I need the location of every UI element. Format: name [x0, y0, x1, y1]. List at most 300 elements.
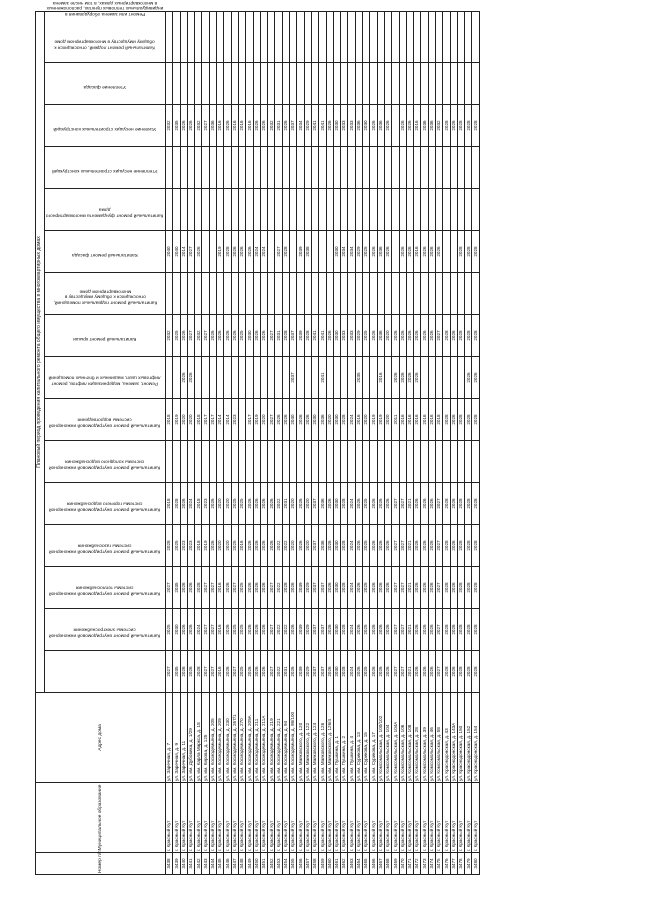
row-year-cell	[246, 273, 253, 315]
row-year-cell: 2024	[348, 609, 355, 651]
row-year-cell: 2027	[187, 231, 194, 273]
row-year-cell	[246, 63, 253, 105]
row-year-cell: 2026	[260, 651, 267, 693]
row-year-cell	[326, 357, 333, 399]
row-year-cell: 2028	[457, 399, 464, 441]
row-year-cell: 2036	[428, 105, 435, 147]
row-year-cell	[238, 147, 245, 189]
row-year-cell: 2026	[450, 315, 457, 357]
row-year-cell: 2026	[370, 609, 377, 651]
row-year-cell: 2026	[268, 483, 275, 525]
row-year-cell: 2027	[202, 651, 209, 693]
row-year-cell	[224, 441, 231, 483]
header-work-type-label: Усиление несущих строительных конструкций	[53, 125, 157, 131]
row-year-cell	[268, 63, 275, 105]
row-year-cell: 2016	[421, 399, 428, 441]
table-row	[297, 11, 304, 874]
row-year-cell: 2039	[297, 231, 304, 273]
row-year-cell	[377, 63, 384, 105]
row-year-cell: 2026	[428, 609, 435, 651]
row-address: ул. Комсомольская, д. 58	[435, 693, 442, 783]
row-year-cell: 2026	[326, 651, 333, 693]
row-address: ул. им. Космодемьяна, д. 211А	[260, 693, 267, 783]
row-year-cell: 2037	[311, 525, 318, 567]
table-row	[311, 11, 318, 874]
row-year-cell	[260, 63, 267, 105]
row-year-cell	[282, 63, 289, 105]
header-address: Адрес дома	[36, 693, 166, 783]
row-year-cell	[304, 357, 311, 399]
row-year-cell: 2026	[435, 231, 442, 273]
row-year-cell	[260, 189, 267, 231]
row-year-cell	[268, 441, 275, 483]
row-year-cell: 2028	[341, 483, 348, 525]
row-year-cell	[384, 189, 391, 231]
row-year-cell	[370, 441, 377, 483]
row-municipality: г. Красный Кут	[166, 783, 173, 853]
row-year-cell: 2037	[290, 105, 297, 147]
row-year-cell	[209, 63, 216, 105]
row-year-cell	[304, 63, 311, 105]
row-municipality: г. Красный Кут	[443, 783, 450, 853]
row-municipality: г. Красный Кут	[377, 783, 384, 853]
row-year-cell: 2030	[333, 105, 340, 147]
row-address: ул. им. Сурикова, д. 13	[355, 693, 362, 783]
row-year-cell: 2026	[414, 525, 421, 567]
row-year-cell: 2028	[472, 525, 479, 567]
row-year-cell	[246, 189, 253, 231]
row-municipality: г. Красный Кут	[457, 783, 464, 853]
row-number: 3468	[384, 853, 391, 875]
row-year-cell: 2026	[428, 567, 435, 609]
row-year-cell	[443, 147, 450, 189]
row-year-cell	[450, 231, 457, 273]
row-year-cell: 2027	[268, 651, 275, 693]
row-year-cell: 2026	[450, 651, 457, 693]
table-row	[238, 11, 245, 874]
row-number: 3450	[253, 853, 260, 875]
row-year-cell	[304, 147, 311, 189]
row-year-cell	[435, 63, 442, 105]
row-year-cell	[341, 147, 348, 189]
row-year-cell	[341, 441, 348, 483]
table-row	[392, 11, 399, 874]
table-row	[333, 11, 340, 874]
row-year-cell	[253, 273, 260, 315]
row-year-cell: 2026	[377, 483, 384, 525]
row-year-cell: 2026	[253, 525, 260, 567]
table-row	[428, 11, 435, 874]
row-year-cell	[166, 441, 173, 483]
row-year-cell	[268, 357, 275, 399]
row-year-cell	[202, 63, 209, 105]
row-year-cell: 2016	[406, 399, 413, 441]
row-year-cell	[275, 11, 282, 62]
row-year-cell: 2028	[282, 315, 289, 357]
row-year-cell	[268, 11, 275, 62]
row-year-cell: 2020	[224, 483, 231, 525]
row-municipality: г. Красный Кут	[435, 783, 442, 853]
row-address: ул. им. Космодемьяна, д. 209	[217, 693, 224, 783]
row-year-cell: 2019	[377, 399, 384, 441]
row-year-cell	[377, 273, 384, 315]
row-municipality: г. Красный Кут	[472, 783, 479, 853]
row-year-cell: 2026	[260, 315, 267, 357]
row-year-cell: 2041	[319, 357, 326, 399]
header-work-type-label: Капитальный ремонт внутридомовой инженерной системы электроснабжения	[49, 627, 161, 638]
row-year-cell: 2039	[297, 609, 304, 651]
row-number: 3448	[238, 853, 245, 875]
row-year-cell	[348, 63, 355, 105]
row-address: ул. им. Маяковского, д. 124	[311, 693, 318, 783]
row-year-cell: 2016	[238, 525, 245, 567]
row-year-cell: 2026	[355, 651, 362, 693]
row-year-cell	[297, 63, 304, 105]
row-year-cell: 2033	[341, 315, 348, 357]
row-year-cell: 2030	[333, 231, 340, 273]
row-address: ул. им. Космодемьяна, д. 205	[209, 693, 216, 783]
row-year-cell: 2026	[180, 483, 187, 525]
row-year-cell: 2040	[166, 231, 173, 273]
row-address: ул. им. Маяковского, д. 122	[304, 693, 311, 783]
row-year-cell	[311, 11, 318, 62]
row-year-cell	[209, 441, 216, 483]
row-year-cell: 2026	[326, 105, 333, 147]
row-year-cell: 2018	[166, 399, 173, 441]
row-year-cell	[304, 441, 311, 483]
row-year-cell: 2026	[472, 357, 479, 399]
table-row	[224, 11, 231, 874]
row-year-cell: 2028	[465, 399, 472, 441]
row-year-cell: 2028	[195, 567, 202, 609]
row-year-cell: 2026	[384, 609, 391, 651]
table-row	[268, 11, 275, 874]
row-year-cell: 2020	[217, 525, 224, 567]
row-year-cell	[202, 189, 209, 231]
row-year-cell	[457, 189, 464, 231]
row-year-cell	[399, 273, 406, 315]
row-municipality: г. Красный Кут	[260, 783, 267, 853]
row-year-cell: 2026	[399, 315, 406, 357]
table-row	[435, 11, 442, 874]
row-year-cell	[406, 273, 413, 315]
row-year-cell: 2026	[384, 525, 391, 567]
row-year-cell: 2026	[326, 609, 333, 651]
row-year-cell: 2026	[377, 609, 384, 651]
row-year-cell: 2026	[392, 357, 399, 399]
row-year-cell	[311, 441, 318, 483]
row-number: 3461	[333, 853, 340, 875]
row-year-cell: 2041	[311, 315, 318, 357]
header-work-type-label: Капитальный ремонт внутридомовой инженерной системы горячего водоснабжения	[49, 501, 161, 512]
row-number: 3462	[341, 853, 348, 875]
row-year-cell: 2037	[311, 567, 318, 609]
row-year-cell: 2029	[304, 105, 311, 147]
row-year-cell: 2026	[450, 567, 457, 609]
table-row	[282, 11, 289, 874]
row-year-cell: 2026	[370, 567, 377, 609]
row-address: ул. им. Маяковского, д. 120	[297, 693, 304, 783]
row-year-cell: 2017	[202, 399, 209, 441]
row-year-cell: 2027	[435, 567, 442, 609]
row-year-cell: 2026	[187, 651, 194, 693]
row-year-cell	[195, 273, 202, 315]
table-row	[450, 11, 457, 874]
row-number: 3440	[180, 853, 187, 875]
row-year-cell: 2030	[333, 609, 340, 651]
row-year-cell: 2036	[319, 399, 326, 441]
row-year-cell: 2028	[457, 315, 464, 357]
table-row	[348, 11, 355, 874]
table-row	[304, 11, 311, 874]
row-year-cell: 2016	[217, 105, 224, 147]
row-year-cell: 2026	[450, 399, 457, 441]
row-year-cell: 2027	[435, 315, 442, 357]
row-year-cell	[202, 231, 209, 273]
row-year-cell	[326, 441, 333, 483]
row-address: ул. им. Кирова, д. 125	[202, 693, 209, 783]
row-year-cell	[319, 231, 326, 273]
row-year-cell: 2026	[282, 105, 289, 147]
row-year-cell	[443, 273, 450, 315]
row-year-cell: 2016	[246, 105, 253, 147]
row-year-cell: 2019	[253, 399, 260, 441]
row-year-cell: 2025	[231, 609, 238, 651]
row-year-cell: 2028	[472, 651, 479, 693]
row-year-cell	[260, 273, 267, 315]
row-year-cell: 2026	[421, 231, 428, 273]
row-year-cell: 2026	[209, 525, 216, 567]
row-year-cell	[217, 63, 224, 105]
row-year-cell	[450, 147, 457, 189]
row-address: ул. им. Космодемьяна, д. 221	[275, 693, 282, 783]
row-year-cell: 2026	[370, 525, 377, 567]
row-year-cell	[363, 441, 370, 483]
row-year-cell	[209, 357, 216, 399]
row-year-cell	[341, 63, 348, 105]
table-row	[384, 11, 391, 874]
row-year-cell: 2028	[472, 567, 479, 609]
row-year-cell: 2026	[326, 483, 333, 525]
row-year-cell	[333, 11, 340, 62]
row-year-cell: 2027	[209, 609, 216, 651]
row-number: 3474	[428, 853, 435, 875]
row-year-cell	[187, 11, 194, 62]
row-year-cell	[348, 441, 355, 483]
row-year-cell: 2023	[231, 399, 238, 441]
row-year-cell	[173, 441, 180, 483]
row-year-cell	[180, 189, 187, 231]
row-year-cell	[290, 189, 297, 231]
row-number: 3479	[465, 853, 472, 875]
row-year-cell: 2025	[363, 651, 370, 693]
row-number: 3452	[268, 853, 275, 875]
row-year-cell	[173, 357, 180, 399]
row-year-cell: 2027	[392, 525, 399, 567]
row-address: ул. им. Дубовика, д. 1/29	[187, 693, 194, 783]
row-year-cell	[304, 189, 311, 231]
row-year-cell	[355, 11, 362, 62]
row-year-cell: 2026	[187, 357, 194, 399]
row-year-cell	[472, 147, 479, 189]
row-year-cell	[435, 11, 442, 62]
row-year-cell: 2037	[319, 651, 326, 693]
row-year-cell: 2026	[217, 315, 224, 357]
row-year-cell: 2027	[202, 315, 209, 357]
row-municipality: г. Красный Кут	[238, 783, 245, 853]
row-year-cell: 2026	[253, 567, 260, 609]
table-row	[187, 11, 194, 874]
row-year-cell: 2019	[217, 231, 224, 273]
row-year-cell: 2037	[290, 357, 297, 399]
row-year-cell: 2026	[224, 105, 231, 147]
row-number: 3456	[297, 853, 304, 875]
row-municipality: г. Красный Кут	[180, 783, 187, 853]
table-row	[217, 11, 224, 874]
row-year-cell: 2021	[406, 651, 413, 693]
row-year-cell	[406, 441, 413, 483]
row-year-cell: 2030	[246, 315, 253, 357]
header-work-type-label: Капитальный ремонт лоджий, относящихся к общему имуществу в многоквартирном доме	[54, 39, 156, 50]
row-year-cell: 2026	[246, 567, 253, 609]
row-year-cell: 2029	[304, 567, 311, 609]
row-year-cell	[392, 273, 399, 315]
row-year-cell: 2032	[195, 315, 202, 357]
row-year-cell: 2026	[370, 483, 377, 525]
row-year-cell: 2026	[231, 231, 238, 273]
row-year-cell	[253, 441, 260, 483]
row-year-cell	[311, 273, 318, 315]
row-year-cell	[392, 441, 399, 483]
row-year-cell: 2030	[333, 315, 340, 357]
row-municipality: г. Красный Кут	[363, 783, 370, 853]
row-year-cell	[370, 147, 377, 189]
row-year-cell	[472, 63, 479, 105]
row-year-cell	[195, 147, 202, 189]
row-year-cell: 2025	[166, 609, 173, 651]
header-work-type-label: Капитальный ремонт внутридомовой инженерной системы теплоснабжения	[49, 585, 161, 596]
row-year-cell	[472, 11, 479, 62]
row-year-cell: 2028	[341, 399, 348, 441]
row-year-cell: 2026	[224, 567, 231, 609]
row-year-cell: 2026	[406, 357, 413, 399]
row-year-cell	[282, 357, 289, 399]
header-work-type-label: Капитальный ремонт внутридомовой инженерной системы газоснабжения	[49, 543, 161, 554]
row-year-cell: 2026	[392, 315, 399, 357]
row-year-cell: 2025	[363, 315, 370, 357]
row-year-cell: 2028	[472, 609, 479, 651]
row-municipality: г. Красный Кут	[304, 783, 311, 853]
row-year-cell: 2041	[319, 315, 326, 357]
row-address: ул. им. Сурикова, д. 15	[363, 693, 370, 783]
row-municipality: г. Красный Кут	[209, 783, 216, 853]
row-municipality: г. Красный Кут	[355, 783, 362, 853]
row-year-cell	[231, 441, 238, 483]
row-year-cell: 2026	[180, 651, 187, 693]
row-year-cell	[180, 63, 187, 105]
row-address: ул. Комсомольская, д. 46	[428, 693, 435, 783]
row-year-cell	[187, 63, 194, 105]
row-year-cell: 2026	[450, 525, 457, 567]
row-year-cell: 2026	[450, 483, 457, 525]
row-year-cell	[435, 189, 442, 231]
row-year-cell: 2027	[268, 609, 275, 651]
row-year-cell: 2040	[290, 399, 297, 441]
row-address: ул. Заречная, д. 9	[173, 693, 180, 783]
row-year-cell: 2028	[457, 609, 464, 651]
row-year-cell: 2026	[377, 567, 384, 609]
row-year-cell	[363, 147, 370, 189]
row-year-cell	[377, 441, 384, 483]
row-year-cell: 2037	[319, 567, 326, 609]
row-year-cell	[450, 273, 457, 315]
row-year-cell: 2026	[377, 525, 384, 567]
row-year-cell: 2036	[355, 105, 362, 147]
row-year-cell	[392, 105, 399, 147]
row-municipality: г. Красный Кут	[341, 783, 348, 853]
row-year-cell	[465, 273, 472, 315]
row-year-cell	[406, 63, 413, 105]
row-year-cell: 2020	[304, 525, 311, 567]
row-year-cell	[253, 63, 260, 105]
row-year-cell	[392, 189, 399, 231]
row-year-cell: 2028	[465, 231, 472, 273]
row-year-cell: 2026	[384, 567, 391, 609]
row-address: ул. им. Маяковского, д. 126/4	[326, 693, 333, 783]
row-year-cell: 2026	[260, 609, 267, 651]
table-row	[457, 11, 464, 874]
row-year-cell	[297, 273, 304, 315]
row-year-cell	[472, 273, 479, 315]
row-year-cell	[297, 147, 304, 189]
row-year-cell: 2026	[275, 399, 282, 441]
row-year-cell: 2026	[428, 483, 435, 525]
row-year-cell	[231, 11, 238, 62]
row-address: ул. Краснодонская, д. 143А	[450, 693, 457, 783]
row-year-cell: 2026	[450, 609, 457, 651]
row-year-cell: 2036	[319, 483, 326, 525]
row-year-cell: 2020	[217, 483, 224, 525]
row-year-cell: 2027	[268, 399, 275, 441]
row-year-cell: 2027	[392, 609, 399, 651]
row-number: 3463	[348, 853, 355, 875]
row-year-cell	[166, 189, 173, 231]
row-year-cell: 2028	[472, 231, 479, 273]
row-year-cell: 2026	[326, 525, 333, 567]
row-year-cell	[231, 189, 238, 231]
header-work-type-label: Утепление фасада	[83, 83, 127, 89]
table-row	[195, 11, 202, 874]
row-number: 3464	[355, 853, 362, 875]
row-year-cell	[209, 189, 216, 231]
row-year-cell	[187, 441, 194, 483]
row-year-cell	[450, 63, 457, 105]
row-year-cell	[399, 147, 406, 189]
row-year-cell: 2027	[166, 651, 173, 693]
row-year-cell: 2020	[260, 399, 267, 441]
row-year-cell	[333, 147, 340, 189]
row-year-cell: 2020	[187, 399, 194, 441]
table-row	[363, 11, 370, 874]
row-year-cell	[166, 11, 173, 62]
row-year-cell: 2028	[465, 525, 472, 567]
row-year-cell	[311, 231, 318, 273]
row-year-cell: 2036	[377, 231, 384, 273]
row-year-cell: 2017	[246, 399, 253, 441]
row-year-cell	[238, 399, 245, 441]
row-year-cell: 2027	[399, 609, 406, 651]
row-year-cell	[202, 441, 209, 483]
